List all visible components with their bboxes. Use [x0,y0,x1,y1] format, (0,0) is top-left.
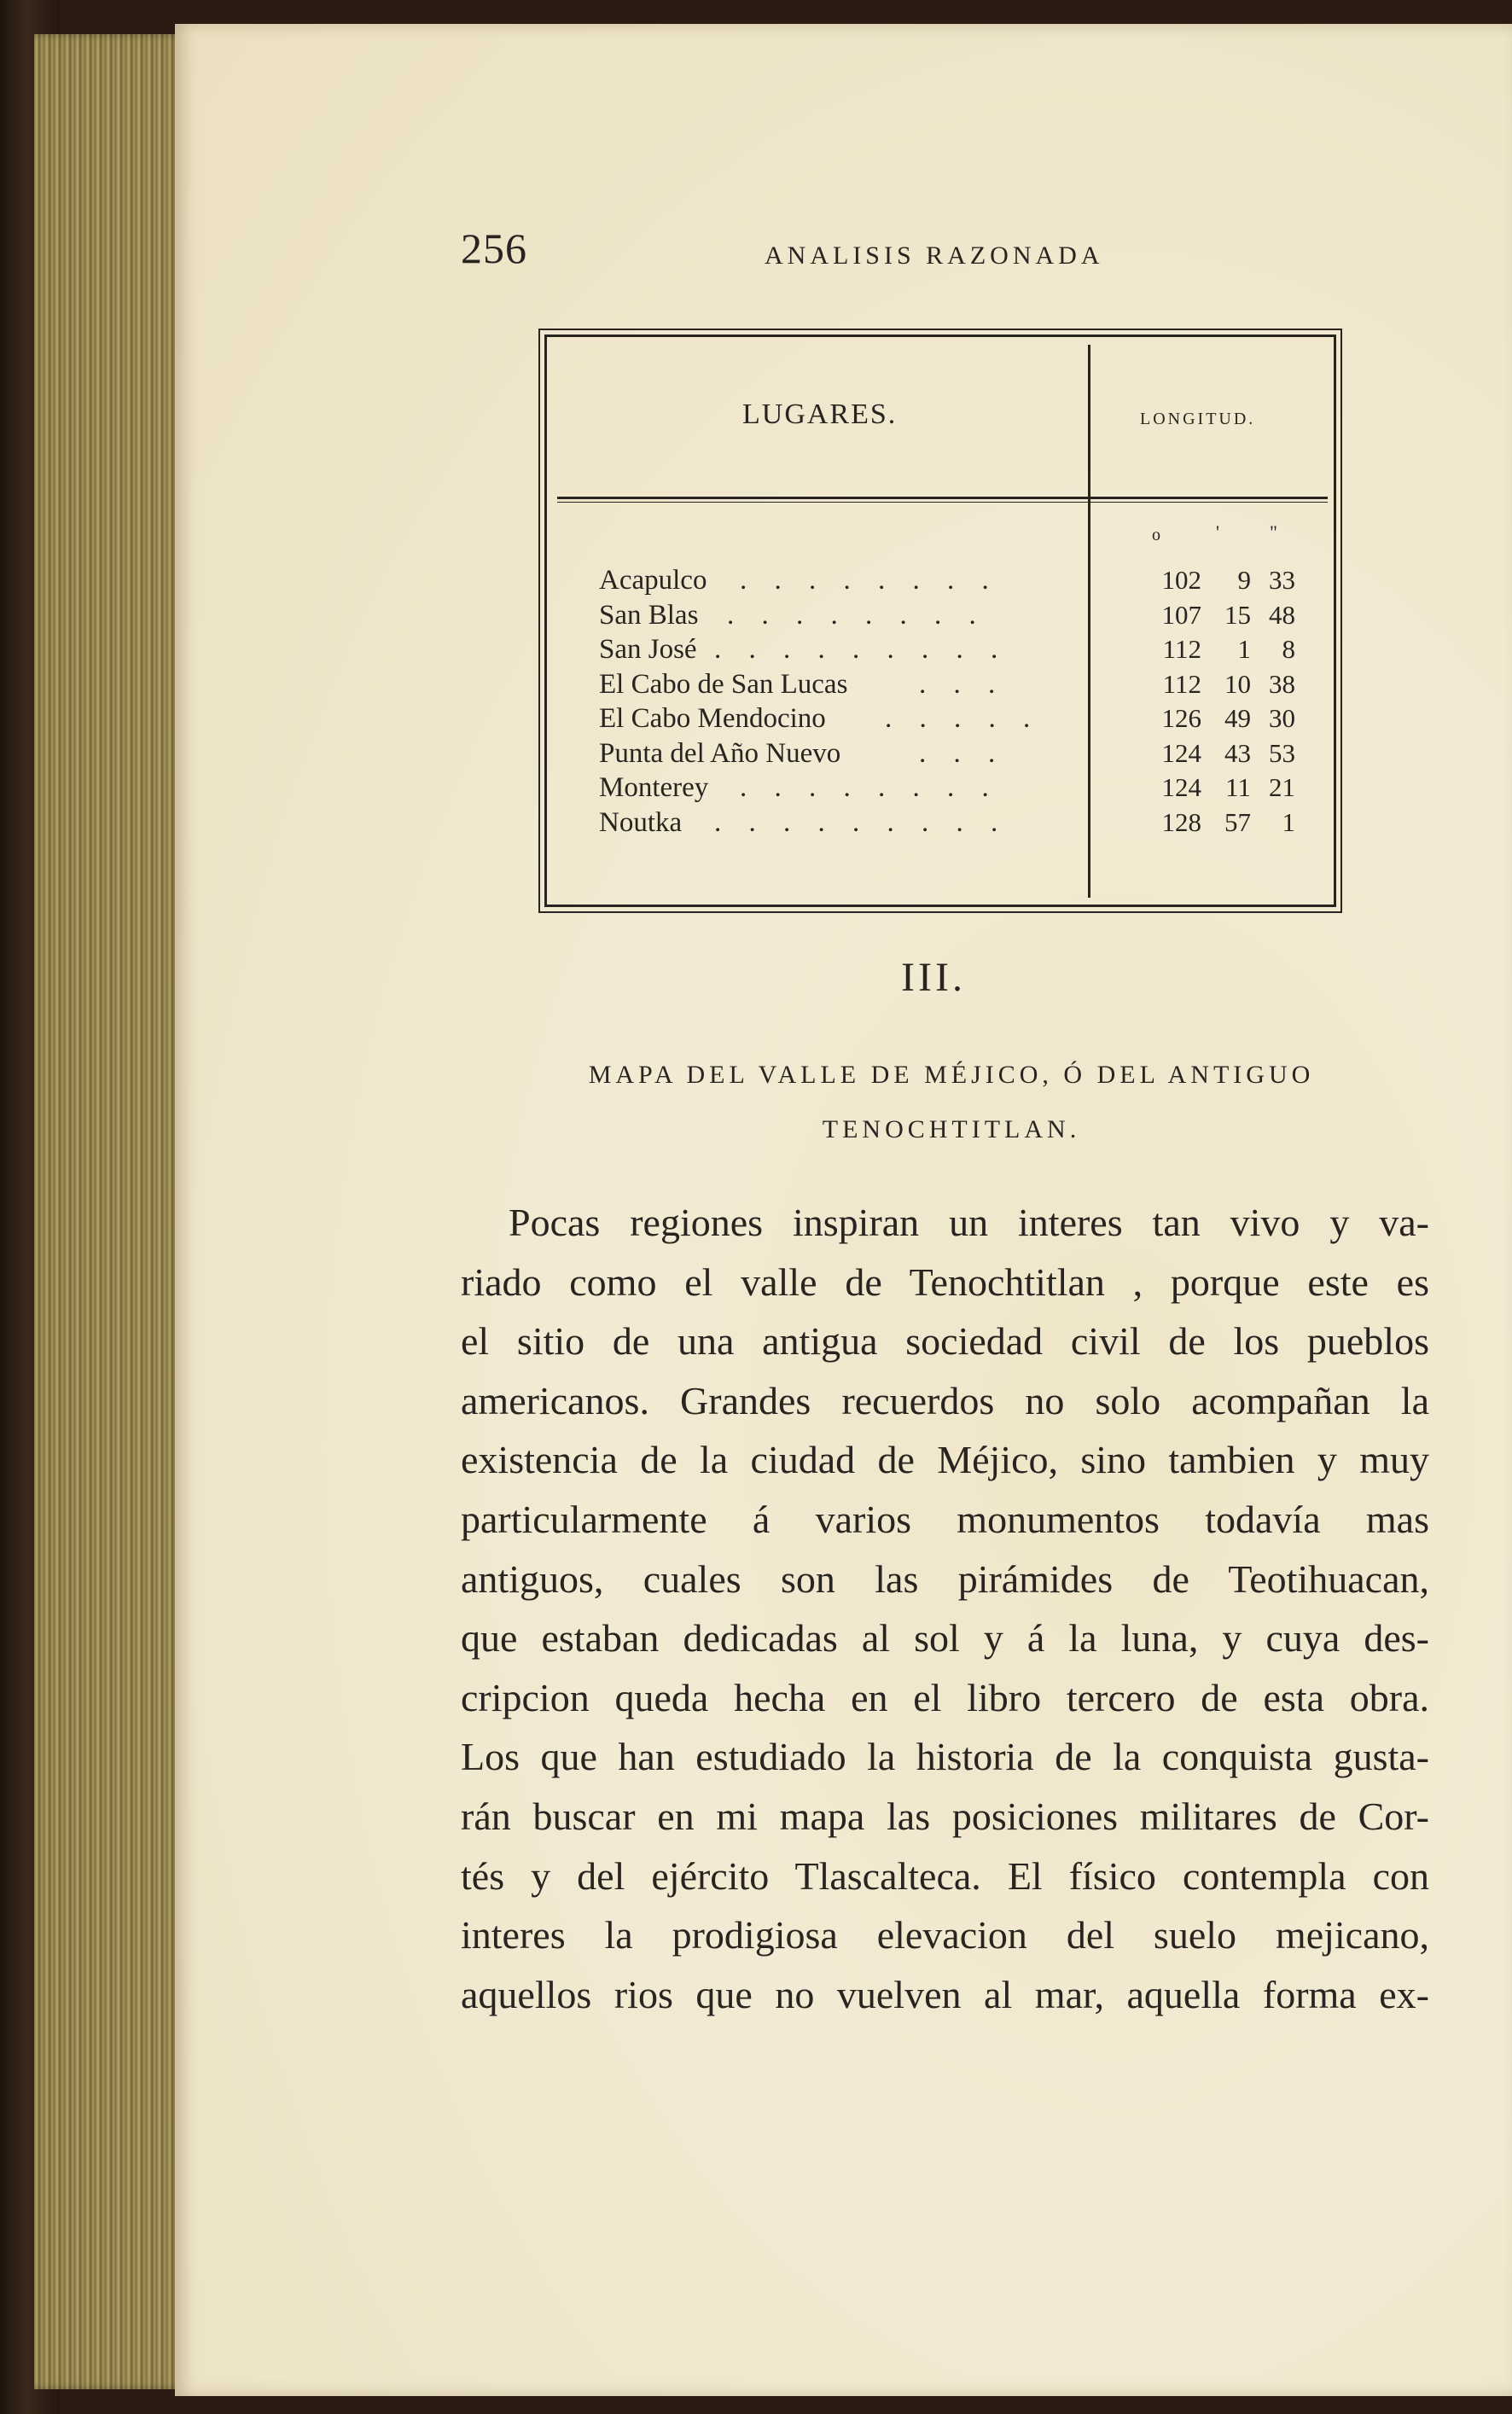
place-name: Punta del Año Nuevo [599,737,841,769]
leader-dots: . . . . . . . . [740,772,999,803]
longitude-minutes: 10 [1224,668,1251,699]
gilt-page-edges [34,34,183,2389]
leader-dots: . . . [919,737,1006,769]
unit-degrees: o [1152,526,1160,544]
longitude-seconds: 30 [1269,703,1295,733]
place-name: Monterey [599,772,709,803]
table-row [599,701,1299,736]
longitude-degrees: 102 [1161,565,1201,595]
longitude-minutes: 11 [1225,772,1251,802]
longitude-seconds: 8 [1282,634,1295,664]
paragraph-line: interes la prodigiosa elevacion del suelo mejicano, [461,1913,1429,1957]
table-row [599,563,1299,598]
longitude-minutes: 1 [1237,634,1251,664]
running-title: ANALISIS RAZONADA [765,241,1104,270]
unit-seconds: " [1270,521,1277,543]
section-title: MAPA DEL VALLE DE MÉJICO, Ó DEL ANTIGUO [588,1061,1315,1089]
longitude-seconds: 38 [1269,668,1295,699]
paragraph-line: Pocas regiones inspiran un interes tan vivo y va- [509,1201,1429,1244]
longitude-minutes: 15 [1224,599,1251,630]
place-name: San José [599,634,697,665]
leader-dots: . . . . . [885,703,1041,734]
place-name: El Cabo de San Lucas [599,668,848,700]
paragraph-line: antiguos, cuales son las pirámides de Teotihuacan, [461,1556,1429,1601]
paragraph-line: rán buscar en mi mapa las posiciones militares de Cor- [461,1794,1429,1838]
longitude-seconds: 33 [1269,565,1295,595]
page-number: 256 [461,224,527,272]
unit-minutes: ' [1216,521,1219,543]
place-name: San Blas [599,599,699,631]
paragraph-line: particularmente á varios monumentos todavía mas [461,1497,1429,1541]
place-name: Acapulco [599,565,707,596]
longitude-degrees: 126 [1161,703,1201,733]
longitude-seconds: 48 [1269,599,1295,630]
longitude-minutes: 9 [1237,565,1251,595]
table-row [599,667,1299,702]
place-name: El Cabo Mendocino [599,703,826,734]
table-row [599,598,1299,633]
paragraph-line: aquellos rios que no vuelven al mar, aquella forma ex- [461,1972,1429,2016]
column-header-longitude: LONGITUD. [1140,410,1256,428]
longitude-degrees: 124 [1161,772,1201,802]
table-header-rule [557,497,1328,499]
paragraph-line: tés y del ejército Tlascalteca. El físico contempla con [461,1853,1429,1898]
paragraph-line: el sitio de una antigua sociedad civil de los pueblos [461,1319,1429,1364]
table-header-rule-thin [557,502,1328,503]
leader-dots: . . . . . . . . [740,565,999,596]
paragraph-line: existencia de la ciudad de Méjico, sino tambien y muy [461,1438,1429,1482]
longitude-minutes: 43 [1224,737,1251,768]
section-title-continued: TENOCHTITLAN. [822,1115,1081,1143]
place-name: Noutka [599,806,683,838]
longitude-seconds: 53 [1269,737,1295,768]
longitude-minutes: 57 [1224,806,1251,837]
paragraph-line: que estaban dedicadas al sol y á la luna, y cuya des- [461,1616,1429,1661]
longitude-degrees: 112 [1162,634,1201,664]
paragraph-line: Los que han estudiado la historia de la conquista gusta- [461,1735,1429,1779]
longitude-minutes: 49 [1224,703,1251,733]
leader-dots: . . . . . . . . . [714,634,1009,665]
longitude-seconds: 21 [1269,772,1295,802]
table-row [599,806,1299,841]
longitude-degrees: 107 [1161,599,1201,630]
body-paragraph [461,1193,1429,2024]
longitude-degrees: 128 [1161,806,1201,837]
column-header-places: LUGARES. [742,398,898,430]
leader-dots: . . . . . . . . . [714,806,1009,838]
table-row [599,736,1299,771]
paragraph-line: americanos. Grandes recuerdos no solo acompañan la [461,1378,1429,1422]
paragraph-line: riado como el valle de Tenochtitlan , porque este es [461,1259,1429,1304]
longitude-seconds: 1 [1282,806,1295,837]
table-body [599,563,1299,840]
leader-dots: . . . [919,668,1006,700]
leader-dots: . . . . . . . . [727,599,986,631]
paragraph-line: cripcion queda hecha en el libro tercero de esta obra. [461,1675,1429,1719]
longitude-degrees: 124 [1161,737,1201,768]
section-number: III. [901,955,966,1000]
longitude-degrees: 112 [1162,668,1201,699]
table-row [599,771,1299,806]
table-row [599,632,1299,667]
